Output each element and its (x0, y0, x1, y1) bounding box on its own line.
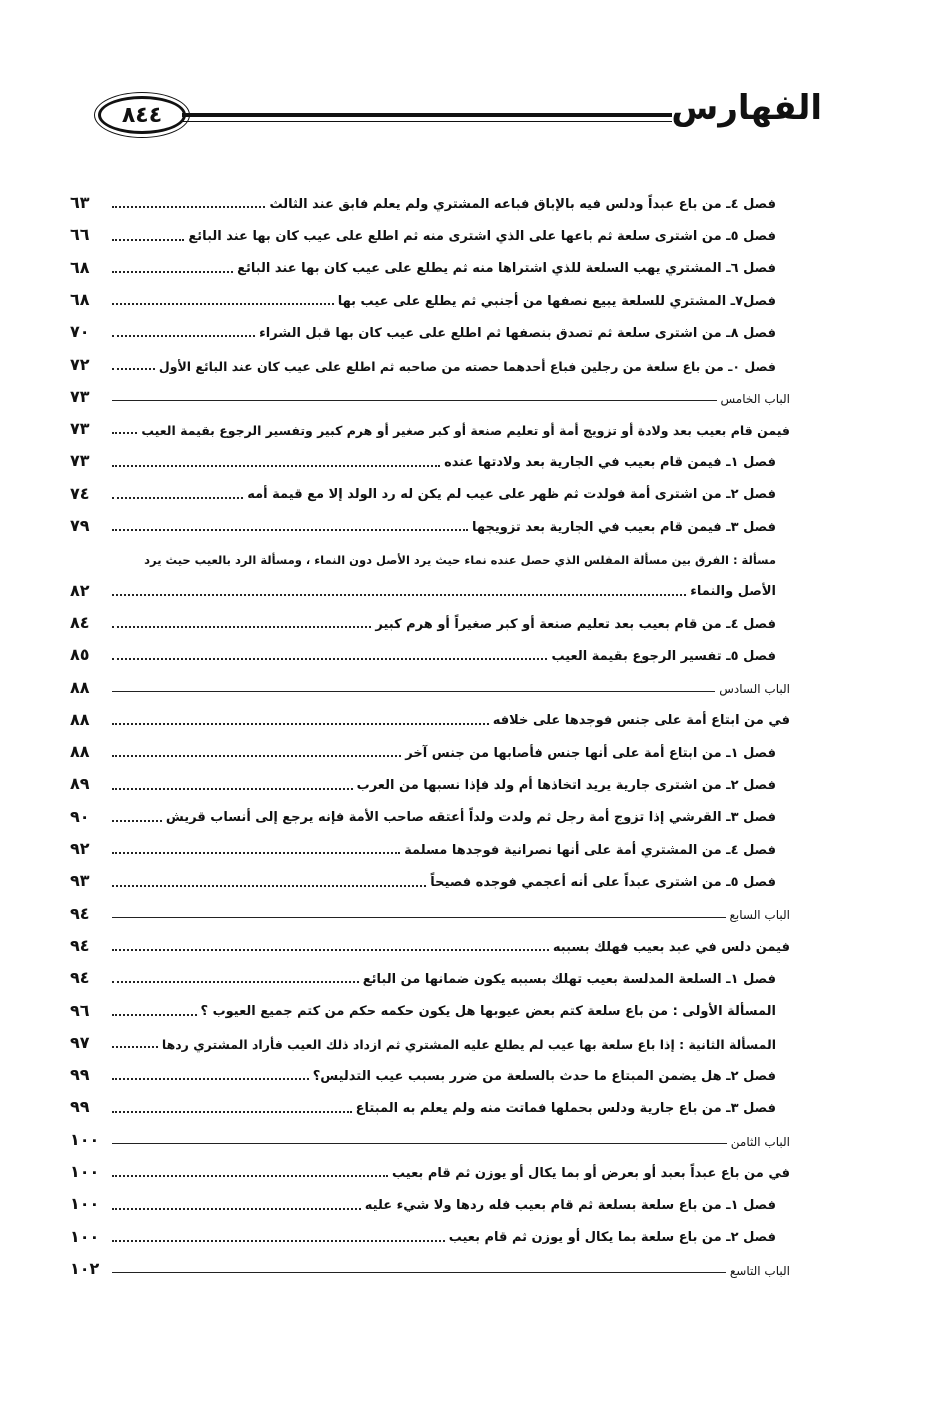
dot-leader (112, 788, 353, 790)
dot-leader (112, 885, 426, 887)
entry-title: فصل٧ـ المشتري للسلعة يبيع نصفها من أجنبي ثم يطلع على عيب بها (334, 294, 776, 314)
dot-leader (112, 723, 489, 725)
entry-page-number: ٨٨ (70, 677, 90, 697)
toc-entry-row (70, 442, 790, 474)
entry-title: فصل ٤ـ من باع عبداً ودلس فيه بالإباق فباعه المشتري ولم يعلم فابق عند الثالث (265, 197, 776, 217)
toc-chapter-row (70, 378, 790, 410)
toc-entry-row (70, 184, 790, 216)
dot-leader (112, 594, 686, 596)
dot-leader (112, 755, 401, 757)
entry-title: فصل ٤ـ من المشتري أمة على أنها نصرانية فوجدها مسلمة (400, 843, 776, 863)
toc-entry-row (70, 1024, 790, 1056)
entry-title: فصل ٣ـ القرشي إذا تزوج أمة رجل ثم ولدت ولداً أعتقه صاحب الأمة فإنه يرجع إلى أنساب قريش (162, 810, 776, 830)
toc-entry-row (70, 507, 790, 539)
dot-leader (112, 852, 400, 854)
dot-leader (112, 658, 547, 660)
dot-leader (112, 917, 726, 918)
entry-title: فصل ١ـ السلعة المدلسة بعيب تهلك بسببه يكون ضمانها من البائع (359, 972, 776, 992)
toc-entry-row (70, 313, 790, 345)
entry-title: فصل ٥ـ من اشترى سلعة ثم باعها على الذي اشترى منه ثم اطلع على عيب كان بها عند البائع (184, 229, 776, 249)
chapter-title: الباب السابع (726, 908, 790, 926)
dot-leader (112, 1143, 727, 1144)
chapter-title: الباب الخامس (717, 392, 791, 410)
header-rule-thin (182, 121, 672, 122)
toc-chapter-row (70, 895, 790, 927)
dot-leader (112, 239, 184, 241)
toc-entry-row (70, 475, 790, 507)
dot-leader (112, 691, 715, 692)
dot-leader (112, 497, 243, 499)
page-number: ٨٤٤ (98, 96, 186, 134)
toc-entry-row (70, 345, 790, 377)
entry-page-number: ١٠٢ (70, 1258, 100, 1278)
entry-page-number: ٧٤ (70, 483, 90, 503)
entry-title: فصل ٢ـ هل يضمن المبتاع ما حدث بالسلعة من ضرر بسبب عيب التدليس؟ (309, 1069, 776, 1089)
page-title: الفهارس (671, 88, 822, 128)
toc-entry-row (70, 733, 790, 765)
header-rule (182, 113, 672, 117)
dot-leader (112, 1208, 361, 1210)
entry-page-number: ٧٣ (70, 451, 90, 471)
entry-title: المسألة الأولى : من باع سلعة كتم بعض عيوبها هل يكون حكمه حكم من كتم جميع العيوب ؟ (197, 1004, 777, 1024)
entry-title: مسألة : الفرق بين مسألة المفلس الذي حصل عنده نماء حيث يرد الأصل دون النماء ، ومسألة الرد بالعيب حيث يرد (140, 554, 776, 572)
entry-page-number: ١٠٠ (70, 1194, 100, 1214)
table-of-contents (70, 184, 790, 1282)
toc-entry-row (70, 927, 790, 959)
toc-entry-row (70, 604, 790, 636)
entry-title: فصل ٤ـ من قام بعيب بعد تعليم صنعة أو كبر صغيراً أو هرم كبير (371, 617, 776, 637)
entry-page-number: ٩٤ (70, 968, 90, 988)
entry-page-number: ٩٤ (70, 903, 90, 923)
entry-title: فصل ٢ـ من اشترى جارية يريد اتخاذها أم ولد فإذا نسبها من العرب (353, 778, 776, 798)
entry-page-number: ٩٢ (70, 839, 90, 859)
toc-entry-row (70, 1185, 790, 1217)
dot-leader (112, 206, 265, 208)
toc-entry-row (70, 1088, 790, 1120)
dot-leader (112, 1046, 158, 1048)
entry-title: فصل ٥ـ من اشترى عبداً على أنه أعجمي فوجده فصيحاً (426, 875, 776, 895)
toc-entry-row (70, 1218, 790, 1250)
entry-page-number: ٩٠ (70, 806, 90, 826)
entry-title: فصل ١ـ من ابتاع أمة على أنها جنس فأصابها من جنس آخر (401, 746, 776, 766)
dot-leader (112, 981, 359, 983)
dot-leader (112, 465, 440, 467)
entry-page-number: ١٠٠ (70, 1129, 100, 1149)
dot-leader (112, 1240, 445, 1242)
entry-title: فصل ٣ـ فيمن قام بعيب في الجارية بعد تزويجها (468, 520, 776, 540)
entry-page-number: ٨٨ (70, 709, 90, 729)
entry-page-number: ٦٨ (70, 257, 90, 277)
entry-page-number: ٩٦ (70, 1000, 90, 1020)
entry-page-number: ١٠٠ (70, 1162, 100, 1182)
chapter-title: الباب السادس (715, 682, 790, 700)
toc-entry-row (70, 216, 790, 248)
entry-page-number: ١٠٠ (70, 1226, 100, 1246)
dot-leader (112, 1111, 352, 1113)
dot-leader (112, 1175, 388, 1177)
entry-title: في من باع عبداً بعبد أو بعرض أو بما يكال أو يوزن ثم قام بعيب (388, 1166, 790, 1186)
entry-title: فصل ٢ـ من اشترى أمة فولدت ثم ظهر على عيب لم يكن له رد الولد إلا مع قيمة أمه (243, 487, 776, 507)
entry-title: فصل ١ـ فيمن قام بعيب في الجارية بعد ولادتها عنده (440, 455, 776, 475)
entry-page-number: ٨٢ (70, 580, 90, 600)
dot-leader (112, 400, 717, 401)
entry-page-number: ٧٣ (70, 419, 90, 439)
entry-title: فصل ٥ـ تفسير الرجوع بقيمة العيب (547, 649, 776, 669)
dot-leader (112, 1078, 309, 1080)
toc-entry-row (70, 798, 790, 830)
entry-page-number: ٩٧ (70, 1032, 90, 1052)
entry-title: في من ابتاع أمة على جنس فوجدها على خلافه (489, 713, 790, 733)
dot-leader (112, 626, 371, 628)
chapter-title: الباب الثامن (727, 1135, 790, 1153)
entry-page-number: ٧٣ (70, 386, 90, 406)
entry-page-number: ٨٨ (70, 742, 90, 762)
entry-page-number: ٨٤ (70, 612, 90, 632)
entry-title: فصل ٣ـ من باع جارية ودلس بحملها فماتت منه ولم يعلم به المبتاع (352, 1101, 776, 1121)
entry-page-number: ٩٣ (70, 871, 90, 891)
toc-entry-row (70, 539, 790, 571)
entry-title: فصل ٨ـ من اشترى سلعة ثم تصدق بنصفها ثم اطلع على عيب كان بها قبل الشراء (255, 326, 776, 346)
entry-title: فصل ٦ـ المشتري يهب السلعة للذي اشتراها منه ثم يطلع على عيب كان بها عند البائع (233, 261, 776, 281)
entry-page-number: ٦٣ (70, 193, 90, 213)
toc-entry-row (70, 572, 790, 604)
dot-leader (112, 949, 549, 951)
chapter-title: الباب التاسع (726, 1264, 790, 1282)
toc-entry-row (70, 1056, 790, 1088)
entry-page-number: ٩٩ (70, 1065, 90, 1085)
toc-entry-row (70, 862, 790, 894)
toc-entry-row (70, 701, 790, 733)
entry-page-number: ٨٩ (70, 774, 90, 794)
toc-entry-row (70, 830, 790, 862)
dot-leader (112, 271, 233, 273)
dot-leader (112, 368, 155, 370)
entry-page-number: ٧٩ (70, 516, 90, 536)
entry-page-number: ٦٦ (70, 225, 90, 245)
entry-page-number: ٧٢ (70, 354, 90, 374)
toc-entry-row (70, 959, 790, 991)
entry-title: الأصل والنماء (686, 584, 776, 604)
toc-chapter-row (70, 1121, 790, 1153)
dot-leader (112, 1272, 726, 1273)
entry-title: فيمن قام بعيب بعد ولادة أو تزويج أمة أو تعليم صنعة أو كبر صغير أو هرم كبير وتفسير الرجوع بقيمة العيب (137, 423, 790, 442)
entry-page-number: ٦٨ (70, 290, 90, 309)
dot-leader (112, 820, 162, 822)
entry-title: فصل ١ـ من باع سلعة بسلعة ثم قام بعيب فله ردها ولا شيء عليه (361, 1198, 776, 1218)
toc-entry-row (70, 249, 790, 281)
entry-title: فصل ٠ـ من باع سلعة من رجلين فباع أحدهما حصته من صاحبه ثم اطلع على عيب كان عند البائع الأول (155, 359, 776, 378)
entry-title: المسألة الثانية : إذا باع سلعة بها عيب لم يطلع عليه المشتري ثم ازداد ذلك العيب فأراد المشتري ردها (158, 1037, 776, 1056)
dot-leader (112, 529, 468, 531)
entry-page-number: ٧٠ (70, 322, 90, 342)
entry-page-number: ٨٥ (70, 645, 90, 665)
toc-entry-row (70, 281, 790, 313)
entry-title: فصل ٢ـ من باع سلعة بما يكال أو يوزن ثم قام بعيب (445, 1230, 776, 1250)
toc-entry-row (70, 1153, 790, 1185)
entry-title: فيمن دلس في عبد بعيب فهلك بسببه (549, 940, 790, 960)
entry-page-number: ٩٩ (70, 1097, 90, 1117)
toc-entry-row (70, 636, 790, 668)
dot-leader (112, 432, 137, 434)
toc-chapter-row (70, 668, 790, 700)
page-header (72, 82, 822, 142)
toc-chapter-row (70, 1250, 790, 1282)
dot-leader (112, 303, 334, 305)
dot-leader (112, 335, 255, 337)
toc-entry-row (70, 991, 790, 1023)
toc-entry-row (70, 765, 790, 797)
toc-entry-row (70, 410, 790, 442)
dot-leader (112, 1014, 197, 1016)
entry-page-number: ٩٤ (70, 935, 90, 955)
